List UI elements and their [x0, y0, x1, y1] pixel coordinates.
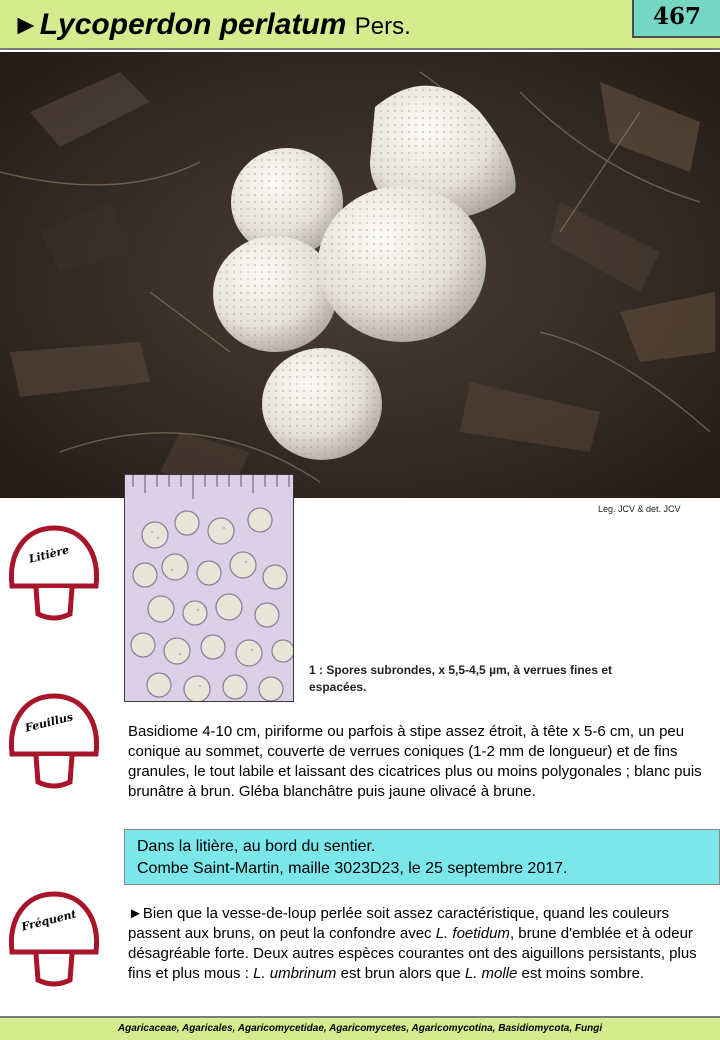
mushroom-icon: [4, 518, 104, 628]
frequency-label: Fréquent: [20, 907, 78, 934]
station-habitat: Dans la litière, au bord du sentier.: [137, 838, 376, 855]
micrograph-caption: 1 : Spores subrondes, x 5,5-4,5 µm, à verrues fines et espacées.: [309, 663, 613, 694]
species-ref: L. foetidum: [435, 925, 510, 942]
notes-text: est moins sombre.: [517, 965, 645, 982]
host-badge: [4, 686, 104, 796]
sheet-number: 467: [632, 0, 720, 38]
notes-text: , brune d'emblée et à odeur désagréable forte. Deux autres espèces courantes ont des aiguillons persistants, plus fins et plus mous :: [128, 925, 697, 982]
arrow-icon: ►: [12, 9, 40, 40]
header-bar: [0, 0, 720, 50]
spore-micrograph: [124, 474, 294, 702]
habitat-badge: [4, 518, 104, 628]
mushroom-icon: [4, 884, 104, 994]
habitat-label: Litière: [27, 543, 71, 566]
notes-text: est brun alors que: [336, 965, 465, 982]
species-author: Pers.: [354, 13, 411, 40]
species-title: [12, 8, 411, 42]
mushroom-icon: [4, 686, 104, 796]
notes-text: ►Bien que la vesse-de-loup perlée soit assez caractéristique, quand les couleurs passent aux bruns, on peut la confondre avec: [128, 905, 669, 942]
species-description: Basidiome 4-10 cm, piriforme ou parfois à stipe assez étroit, à tête x 5-6 cm, un peu conique au sommet, couverte de verrues coniques (1-2 mm de longueur) et de fins granules, le tout labile et laissant des cicatrices plus ou moins polygonales ; blanc puis brunâtre à brun. Gléba blanchâtre puis jaune olivacé à brune.: [128, 723, 702, 800]
mushroom-photo: [0, 52, 720, 498]
frequency-badge: [4, 884, 104, 994]
collector-credit: Leg. JCV & det. JCV: [598, 504, 681, 514]
species-name: Lycoperdon perlatum: [39, 8, 347, 41]
taxonomy-footer: Agaricaceae, Agaricales, Agaricomycetidae, Agaricomycetes, Agaricomycotina, Basidiomycota, Fungi: [0, 1016, 720, 1040]
station-location-date: Combe Saint-Martin, maille 3023D23, le 25 septembre 2017.: [137, 860, 568, 877]
species-ref: L. molle: [464, 965, 518, 982]
host-label: Feuillus: [23, 710, 75, 735]
station-box: [124, 829, 720, 885]
species-ref: L. umbrinum: [253, 965, 337, 982]
comparison-notes: [128, 904, 708, 984]
